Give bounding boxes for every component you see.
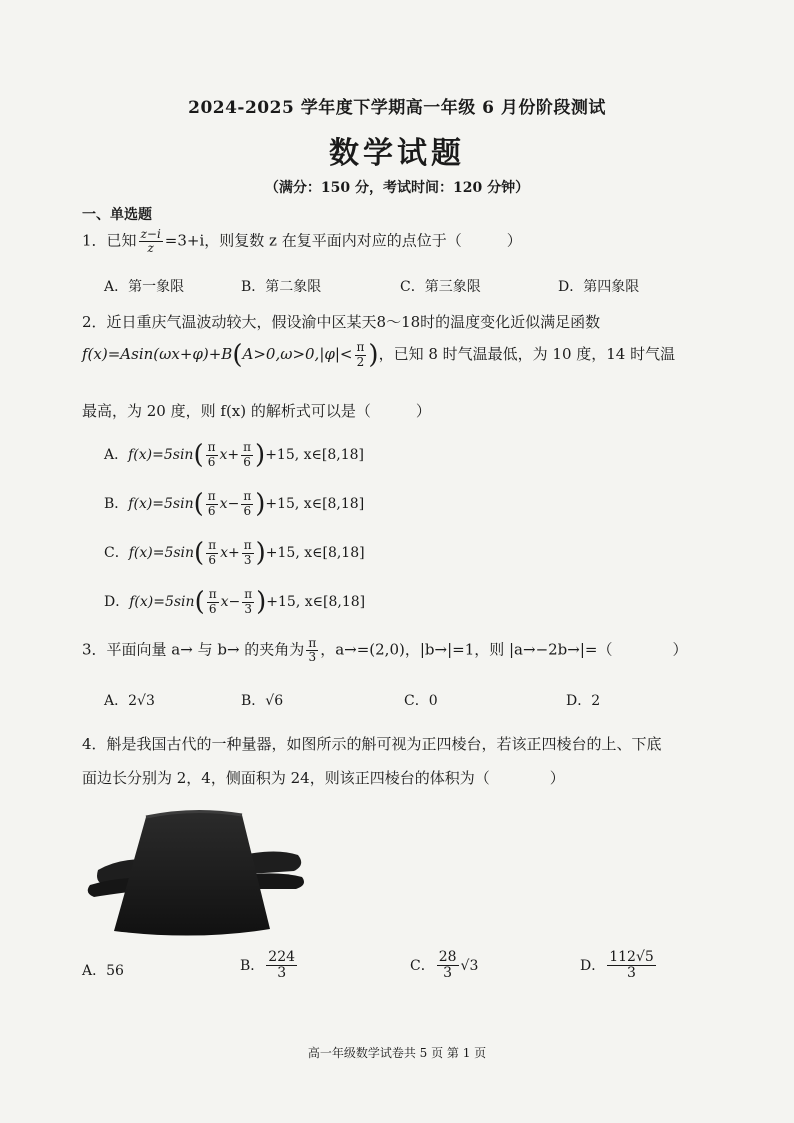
q1-option-a[interactable]: A．第一象限 bbox=[104, 279, 185, 295]
question-1-stem: 1．已知 $\frac{z-i}{z}$ =3+i，则复数 z 在复平面内对应的点位于（ ） bbox=[82, 227, 522, 256]
q3-option-b[interactable]: B．√6 bbox=[241, 693, 284, 709]
q2-option-b[interactable]: B．f(x)=5sin( $\frac{\pi}{6}$ x− $\frac{\pi}{6}$ )+15, x∈[8,18] bbox=[104, 489, 365, 519]
q1-option-c[interactable]: C．第三象限 bbox=[400, 279, 481, 295]
q2-option-c[interactable]: C．f(x)=5sin( $\frac{\pi}{6}$ x+ $\frac{\pi}{3}$ )+15, x∈[8,18] bbox=[104, 538, 365, 568]
q3-option-a[interactable]: A．2√3 bbox=[104, 693, 155, 709]
question-2-line-1: 2．近日重庆气温波动较大，假设渝中区某天8～18时的温度变化近似满足函数 bbox=[82, 313, 601, 331]
section-title: 一、单选题 bbox=[82, 207, 152, 223]
q4-option-c[interactable]: C． $\frac{28}{3}$ √3 bbox=[410, 949, 479, 982]
q4-option-b[interactable]: B． $\frac{224}{3}$ bbox=[240, 949, 296, 982]
q3-option-d[interactable]: D．2 bbox=[566, 693, 601, 709]
q3-option-c[interactable]: C．0 bbox=[404, 693, 438, 709]
score-info: （满分：150 分，考试时间：120 分钟） bbox=[264, 180, 530, 196]
q1-option-b[interactable]: B．第二象限 bbox=[241, 279, 322, 295]
q1-fraction: $\frac{z-i}{z}$ bbox=[140, 227, 161, 256]
q4-option-d[interactable]: D． $\frac{112√5}{3}$ bbox=[580, 949, 654, 982]
question-3-stem: 3．平面向量 a→ 与 b→ 的夹角为 $\frac{\pi}{3}$ ，a→=(2,0)，|b→|=1，则 |a→−2b→|=（ ） bbox=[82, 636, 688, 665]
question-2-line-2: f(x)=Asin(ωx+φ)+B(A>0,ω>0,|φ|< $\frac{\pi}{2}$ )，已知 8 时气温最低，为 10 度，14 时气温 bbox=[82, 340, 676, 370]
exam-title: 2024-2025 学年度下学期高一年级 6 月份阶段测试 bbox=[188, 98, 606, 118]
question-2-line-3: 最高，为 20 度，则 f(x) 的解析式可以是（ ） bbox=[82, 402, 431, 420]
q2-option-a[interactable]: A．f(x)=5sin( $\frac{\pi}{6}$ x+ $\frac{\pi}{6}$ )+15, x∈[8,18] bbox=[104, 440, 364, 470]
hu-vessel-figure bbox=[84, 805, 310, 945]
question-4-line-2: 面边长分别为 2，4，侧面积为 24，则该正四棱台的体积为（ ） bbox=[82, 769, 565, 787]
subject-title: 数学试题 bbox=[329, 136, 465, 171]
question-4-line-1: 4．斛是我国古代的一种量器，如图所示的斛可视为正四棱台，若该正四棱台的上、下底 bbox=[82, 735, 662, 753]
q2-option-d[interactable]: D．f(x)=5sin( $\frac{\pi}{6}$ x− $\frac{\pi}{3}$ )+15, x∈[8,18] bbox=[104, 587, 366, 617]
q1-option-d[interactable]: D．第四象限 bbox=[558, 279, 640, 295]
q4-option-a[interactable]: A．56 bbox=[82, 963, 124, 979]
page-footer: 高一年级数学试卷共 5 页 第 1 页 bbox=[307, 1046, 487, 1060]
